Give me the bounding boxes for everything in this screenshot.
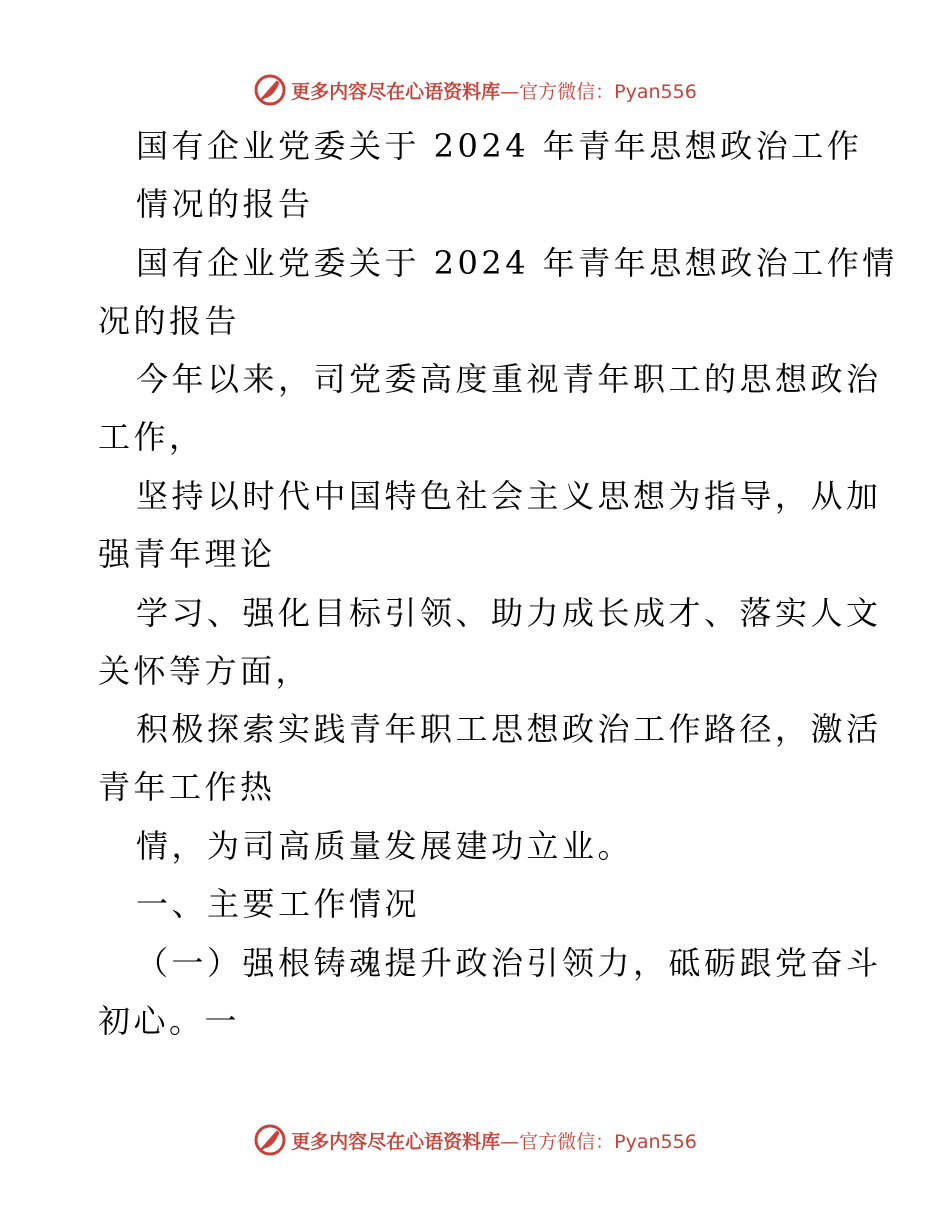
paragraph-line: 青年工作热 <box>98 768 276 806</box>
paragraph-line: 工作， <box>98 418 205 456</box>
paragraph-line: 况的报告 <box>98 302 241 340</box>
paragraph-line: 积极探索实践青年职工思想政治工作路径，激活 <box>136 710 882 748</box>
paragraph-line: 坚持以时代中国特色社会主义思想为指导，从加 <box>136 477 882 515</box>
footer-watermark <box>0 1120 950 1160</box>
paragraph-line: 关怀等方面， <box>98 652 312 690</box>
feather-logo-icon <box>253 73 287 107</box>
paragraph-line: 强青年理论 <box>98 535 276 573</box>
paragraph-line: 今年以来，司党委高度重视青年职工的思想政治 <box>136 360 882 398</box>
paragraph-line: 初心。一 <box>98 1002 241 1040</box>
subsection-heading: （一）强根铸魂提升政治引领力，砥砺跟党奋斗 <box>136 944 882 982</box>
document-title-line-2: 情况的报告 <box>136 185 314 223</box>
section-heading: 一、主要工作情况 <box>136 885 421 923</box>
paragraph-line: 学习、强化目标引领、助力成长成才、落实人文 <box>136 594 882 632</box>
document-title-line-1: 国有企业党委关于 2024 年青年思想政治工作 <box>136 127 863 165</box>
feather-logo-icon <box>253 1123 287 1157</box>
watermark-text: 更多内容尽在心语资料库—官方微信：Pyan556 <box>291 80 697 103</box>
paragraph-line: 情，为司高质量发展建功立业。 <box>136 827 634 865</box>
header-watermark <box>0 70 950 110</box>
paragraph-line: 国有企业党委关于 2024 年青年思想政治工作情 <box>136 244 898 282</box>
watermark-text: 更多内容尽在心语资料库—官方微信：Pyan556 <box>291 1130 697 1153</box>
